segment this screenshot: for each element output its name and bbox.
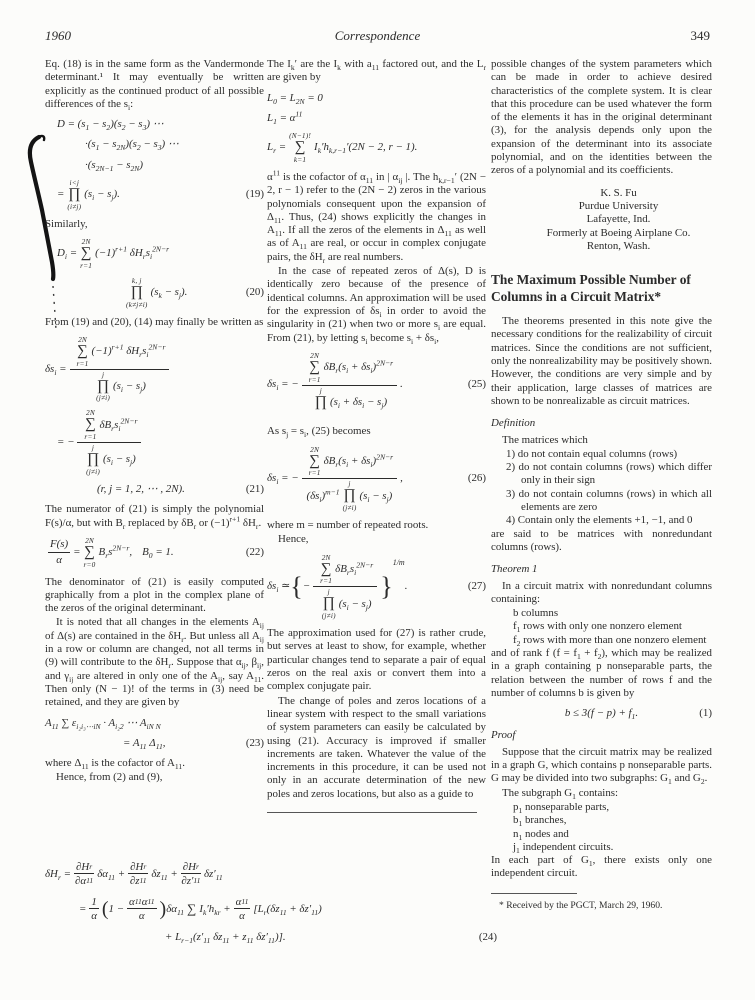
product-symbol: ∏ (86, 451, 100, 468)
math-term: $(s_i + \delta s_i - s_j)$ (330, 395, 388, 410)
list-item: $b_1$ branches, (513, 814, 567, 829)
numerator: ∂H r (182, 861, 199, 873)
fraction (127, 896, 157, 922)
header-year: 1960 (45, 28, 71, 43)
product-operator (322, 588, 336, 620)
list-item: b columns (513, 607, 559, 620)
op-upper-limit: j (348, 479, 351, 489)
math-term: $(s_i - s_j)$ (359, 489, 393, 504)
math-term: $B_0 = 1$. (142, 546, 174, 561)
op-upper-limit: 2N (85, 535, 94, 545)
paragraph: Hence, (278, 533, 309, 546)
sum-operator (84, 537, 96, 569)
fraction (70, 336, 170, 403)
equation-27 (267, 554, 486, 621)
equals-sign: = (73, 546, 81, 559)
numerator: F(s) (48, 538, 70, 552)
product-operator (343, 480, 357, 512)
sum-symbol: ∑ (80, 245, 92, 262)
op-upper-limit: j (319, 385, 322, 395)
footnote: * Received by the PGCT, March 29, 1960. (499, 899, 663, 911)
math-punct: , (400, 472, 403, 485)
equation-number: (27) (467, 580, 486, 593)
product-operator (67, 179, 81, 211)
math-punct: . (400, 378, 403, 391)
math-term: $(s_i - s_j)$. (84, 188, 120, 203)
equation-20 (45, 238, 264, 309)
equation-L0 (267, 92, 486, 164)
paragraph: Suppose that the circuit matrix may be realized in a graph G, which contains p nonseparable parts. G may be divided into two subgraphs: $G_1$ and $G_2$. (491, 745, 712, 787)
paragraph: It is noted that all changes in the elements $A_{ij}$ of Δ(s) are contained in the $\delta H_r$. But unless all $A_{ij}$ in a row or column are changed, not all terms in (9) will contribute to the $\delta H_r$. Suppose that $\alpha_{ij}$, $\beta_{ij}$, and $\gamma_{ij}$ are altered in only one of the $A_{ij}$, say $A_{11}$. Then only (N − 1)! of the terms in (3) need be retained, and they are given by (45, 616, 264, 709)
math-lhs: $\delta s_i$ = − (267, 378, 299, 393)
sum-symbol: ∑ (85, 416, 96, 433)
paragraph: The subgraph $G_1$ contains: (502, 786, 619, 801)
math-term: [$L_r(\delta z_{11} + \delta z'_{11})$ (253, 903, 322, 918)
product-operator (126, 277, 148, 309)
sum-symbol: ∑ (309, 452, 320, 469)
header-journal-title: Correspondence (334, 28, 421, 43)
op-lower-limit: (j≠i) (321, 611, 336, 621)
op-lower-limit: r=1 (320, 576, 333, 586)
numerator: α 11 (235, 896, 249, 908)
op-upper-limit: 2N (310, 350, 320, 360)
article-title: The Maximum Possible Number of Columns in a Circuit Matrix* (491, 272, 691, 305)
numerator: 1 (91, 896, 97, 908)
list-item: $n_1$ nodes and (513, 827, 569, 842)
math-term: $\delta z'_{11}$ (203, 868, 223, 883)
op-upper-limit: 2N (310, 444, 320, 454)
author-signature (491, 187, 712, 253)
equation-number: (21) (245, 482, 264, 495)
equation-19 (45, 118, 264, 211)
math-term: $\delta\alpha_{11}$ (166, 903, 185, 918)
fraction (302, 446, 398, 513)
math-line: $L_0 = L_{2N} = 0$ (267, 91, 323, 106)
op-lower-limit: r=1 (80, 260, 93, 270)
sum-operator (80, 238, 92, 270)
paragraph: Similarly, (45, 217, 88, 230)
paragraph: The denominator of (21) is easily computed graphically from a plot in the complex plane of the zeros of the original determinant. (45, 575, 264, 615)
denominator: α (138, 910, 145, 922)
math-lhs: $\delta s_i$ ≃ (267, 580, 291, 595)
right-paren: ) (159, 898, 167, 920)
equation-24-block (45, 852, 497, 952)
equation-number: (26) (467, 472, 486, 485)
op-lower-limit: r=1 (308, 374, 321, 384)
section-heading-theorem: Theorem 1 (491, 563, 538, 576)
denominator: α (239, 910, 245, 922)
sum-symbol: ∑ (77, 342, 88, 359)
fraction (181, 861, 201, 887)
math-term: $(-1)^{r+1}$ $\delta H_rs_i^{2N-r}$ (91, 342, 166, 360)
fraction (128, 861, 148, 887)
op-upper-limit: i<j (69, 178, 80, 188)
math-term: $\delta B_r(s_i + \delta s_i)^{2N-r}$ (323, 452, 394, 469)
math-condition: (r, j = 1, 2, ⋯ , 2N). (97, 482, 185, 495)
op-upper-limit: k, j (131, 275, 142, 285)
op-upper-limit: 2N (78, 334, 87, 344)
equation-number: (24) (478, 931, 497, 943)
numerator: α 11 α 11 (129, 896, 155, 908)
list-item: $p_1$ nonseparable parts, (513, 800, 610, 816)
math-line: $\cdot(s_{2N-1} - s_{2N})$ (85, 158, 143, 173)
op-lower-limit: (j≠i) (86, 466, 100, 476)
paragraph: are said to be matrices with nonredundant columns (rows). (491, 527, 712, 553)
left-paren: ( (101, 898, 109, 920)
paragraph: Eq. (18) is in the same form as the Vandermonde determinant.¹ It may eventually be written explicitly as the continued product of all possible differences of the $s_i$: (45, 58, 264, 113)
math-lhs: $D_i$ = (57, 247, 78, 262)
list-item: 4) Contain only the elements +1, −1, and 0 (506, 514, 693, 527)
math-term: $\delta B_rs_i^{2N-r}$ (335, 560, 374, 578)
paragraph: As $s_j = s_i$, (25) becomes (267, 425, 371, 440)
op-upper-limit: 2N (85, 408, 95, 418)
paragraph: and of rank f $(f = f_1 + f_2)$, which may be realized in a graph containing p nonseparable parts, the relation between the number of rows f and the number of columns b is given by (491, 646, 712, 699)
equals-sign: = (79, 903, 87, 915)
sum-operator (289, 132, 311, 164)
fraction (234, 896, 251, 922)
math-term: $\delta B_rs_i^{2N-r}$ (99, 416, 138, 433)
sum-symbol: ∑ (187, 901, 197, 916)
product-symbol: ∏ (314, 393, 328, 410)
math-term: $\delta\alpha_{11}$ + (97, 868, 126, 883)
sum-symbol: ∑ (320, 560, 332, 577)
paragraph: $\alpha^{11}$ is the cofactor of $\alpha_{11}$ in | $\alpha_{ij}$ |. The $h_{k,r-1}'$ (2N − 2, r − 1) refer to the (2N − 2) zeros in the various polynomials consequent upon the expansion of $\Delta_{11}$. Thus, (24) shows explicitly the changes in $A_{11}$. If all the zeros of the elements in $\Delta_{11}$ as well as of $A_{11}$ are real, or occur in complex conjugate pairs, the $\delta H_r$ are real numbers. (267, 168, 486, 265)
math-lhs: $\delta s_i$ = − (267, 472, 299, 487)
author-affiliation: Purdue University (578, 199, 659, 212)
math-line: $D = (s_1 - s_2)(s_2 - s_3)$ ⋯ (57, 118, 164, 133)
right-brace: } (380, 571, 393, 601)
product-symbol: ∏ (130, 283, 143, 300)
paragraph: The theorems presented in this note give the necessary conditions for the realizability of circuit matrices. Since the conditions are not sufficient, only the nonrealizability may be positively shown. However, the conditions are very simple and by their application, large classes of matrices are shown to be nonrealizable as circuit matrices. (491, 315, 712, 407)
math-line: $A_{11}$ ∑ $\varepsilon_{i_2i_3\cdots iN} \cdot A_{i_22}$ ⋯ $A_{iN N}$ (45, 716, 161, 731)
column-3 (491, 58, 712, 912)
column-2 (267, 58, 486, 813)
list-item: 3) do not contain columns (rows) in which all elements are zero (506, 487, 712, 514)
math-lhs: $\delta H_r$ = (45, 868, 71, 883)
exponent: 1/m (392, 557, 405, 567)
equation-25 (267, 352, 486, 419)
math-term: $\delta z_{11}$ + (151, 868, 178, 883)
math-line: $\cdot(s_1 - s_{2N})(s_2 - s_3)$ ⋯ (85, 138, 179, 153)
math-term: $\delta B_r(s_i + \delta s_i)^{2N-r}$ (323, 358, 394, 376)
op-lower-limit: r=1 (84, 432, 97, 442)
equation-number: (20) (245, 286, 264, 299)
math-term: $(s_i - s_j)$ (113, 379, 146, 395)
op-lower-limit: (j≠i) (96, 393, 111, 403)
math-term: $I_k'h_{k,r-1}'(2N - 2$, r − 1). (314, 141, 418, 156)
fraction (89, 896, 98, 922)
left-brace: { (290, 571, 303, 601)
equation-number: (25) (467, 378, 486, 391)
math-lhs: $\delta s_i$ = (45, 362, 67, 377)
product-operator (96, 371, 110, 403)
paragraph: The change of poles and zeros locations of a linear system with respect to the small variations of system parameters can easily be calculated by using (21). Accuracy is improved if smaller increments are taken. Whatever the value of the increments in this procedure, it can be used not only in an accurate determination of the new poles and zeros locations, but also as a guide to (267, 694, 486, 800)
op-upper-limit: j (327, 587, 330, 597)
math-term: $(s_i - s_j)$ (103, 453, 136, 468)
list-item: 2) do not contain columns (rows) which differ only in their sign (506, 461, 712, 487)
section-heading-definition: Definition (491, 417, 536, 430)
list-item: $j_1$ independent circuits. (513, 840, 614, 856)
math-term: $(-1)^{r+1}$ $\delta H_rs_i^{2N-r}$ (95, 244, 170, 262)
math-term: $B_rs^{2N-r}$, (98, 543, 133, 561)
math-line: $b \le 3(f - p) + f_1$. (564, 707, 639, 722)
paragraph: The matrices which (502, 433, 588, 446)
list-item: $f_2$ rows with more than one nonzero element (513, 633, 707, 648)
equals-sign: = (57, 188, 65, 201)
column-divider-rule (267, 812, 477, 813)
sum-operator (320, 554, 332, 586)
math-operator: = − (57, 436, 75, 449)
sum-symbol: ∑ (294, 139, 306, 156)
product-symbol: ∏ (322, 595, 335, 612)
op-lower-limit: k=1 (293, 154, 307, 164)
equation-number: (19) (245, 188, 264, 201)
math-term: 1 − (108, 903, 125, 915)
math-term: $(s_k - s_j)$. (150, 286, 188, 301)
paragraph: Hence, from (2) and (9), (56, 771, 163, 784)
numerator: ∂H r (130, 861, 147, 873)
denominator: α (56, 553, 62, 566)
denominator: ∂z′ 11 (181, 875, 201, 887)
header-page-number: 349 (690, 28, 710, 43)
math-term: $(s_i - s_j)$ (338, 597, 372, 612)
op-lower-limit: r=1 (76, 358, 89, 368)
op-lower-limit: (j≠i) (342, 503, 357, 513)
op-upper-limit: j (101, 369, 105, 379)
sum-operator (84, 409, 96, 441)
denominator: ∂α 11 (75, 875, 94, 887)
equation-number: (22) (245, 546, 264, 559)
column-1 (45, 58, 264, 786)
author-former-location: Renton, Wash. (586, 239, 651, 252)
product-symbol: ∏ (96, 377, 110, 394)
paragraph: possible changes of the system parameters which can be made in order to achieve desired characteristics of the complete system. It is clear that this procedure can be used whatever the form of the elements it has in the original determinant (3), for the analysis depends only upon the expansion of the determinant into its associate polynomial, and on the identities between the zeros of a polynomial and its coefficients. (491, 58, 712, 177)
paragraph: The approximation used for (27) is rather crude, but serves at least to show, for example, whether particular changes tend to separate a pair of equal zeros on the real axis or convert them into a complex conjugate pair. (267, 627, 486, 693)
author-name: K. S. Fu (600, 186, 637, 199)
sum-operator (77, 336, 89, 368)
op-upper-limit: j (91, 443, 95, 453)
op-upper-limit: (N−1)! (289, 131, 312, 141)
equation-number: (23) (245, 736, 264, 749)
denominator: α (91, 910, 97, 922)
op-lower-limit: r=0 (83, 559, 96, 569)
denominator: ∂z 11 (129, 875, 147, 887)
math-term: $(\delta s_i)^{m-1}$ (306, 486, 340, 504)
fraction (48, 538, 70, 567)
paragraph: The $I_k'$ are the $I_k$ with $a_{11}$ factored out, and the $L_r$ are given by (267, 58, 486, 84)
paragraph: In each part of $G_1$, there exists only one independent circuit. (491, 854, 712, 880)
op-upper-limit: 2N (321, 552, 331, 562)
equation-22 (45, 537, 264, 569)
math-line: + $L_{r-1}(z'_{11}$ $\delta z_{11} + z_{11}$ $\delta z'_{11}$)]. (165, 931, 286, 946)
fraction (77, 409, 141, 476)
math-lhs: $L_r$ = (267, 141, 287, 156)
paragraph: where $\Delta_{11}$ is the cofactor of $A_{11}$. (45, 757, 185, 772)
math-term: $I_k'h_{kr}$ + (199, 903, 231, 918)
paragraph: From (19) and (20), (14) may finally be written as (45, 315, 264, 328)
equation-26 (267, 446, 486, 513)
equation-number: (1) (699, 707, 712, 720)
math-punct: . (404, 580, 408, 593)
product-operator (86, 444, 100, 476)
author-location: Lafayette, Ind. (586, 213, 651, 226)
equation-23 (45, 717, 264, 751)
section-heading-proof: Proof (491, 729, 516, 742)
sum-symbol: ∑ (309, 358, 320, 375)
paragraph: In the case of repeated zeros of Δ(s), D is identically zero because of the presence of identical columns. An approximation will be used for the expression of $\delta s_i$ in order to avoid the singularity in (21) when two or more $s_i$ are equal. From (21), by letting $s_i$ become $s_i + \delta s_i$, (267, 265, 487, 346)
op-upper-limit: 2N (81, 237, 91, 247)
product-operator (315, 387, 327, 419)
op-lower-limit: r=1 (308, 468, 321, 478)
page-header (45, 28, 710, 44)
author-former-affiliation: Formerly at Boeing Airplane Co. (546, 226, 691, 239)
product-symbol: ∏ (343, 487, 356, 504)
fraction (302, 352, 398, 419)
math-operator: − (302, 580, 311, 593)
op-lower-limit: (i≠j) (67, 201, 82, 211)
product-symbol: ∏ (68, 186, 81, 203)
fraction (74, 861, 94, 887)
paragraph: The numerator of (21) is simply the polynomial F(s)/α, but with $B_r$ replaced by $\delta B_r$ or $(-1)^{r+1}$ $\delta H_r$. (45, 503, 264, 531)
sum-symbol: ∑ (84, 543, 95, 560)
fraction (313, 554, 377, 621)
paragraph: In a circuit matrix with nonredundant columns containing: (491, 579, 712, 605)
sum-operator (309, 352, 321, 384)
equation-1 (491, 707, 712, 720)
numerator: ∂H r (75, 861, 93, 873)
paragraph: where m = number of repeated roots. (267, 519, 429, 532)
math-line: $L_1 = \alpha^{11}$ (267, 109, 303, 127)
math-line: = $A_{11}$ $\Delta_{11}$, (123, 736, 166, 751)
equation-21 (45, 336, 264, 496)
list-item: 1) do not contain equal columns (rows) (506, 447, 678, 460)
footnote-rule (491, 893, 577, 894)
op-lower-limit: (k≠j≠i) (126, 299, 148, 309)
list-item: $f_1$ rows with only one nonzero element (513, 620, 682, 635)
sum-operator (309, 446, 321, 478)
